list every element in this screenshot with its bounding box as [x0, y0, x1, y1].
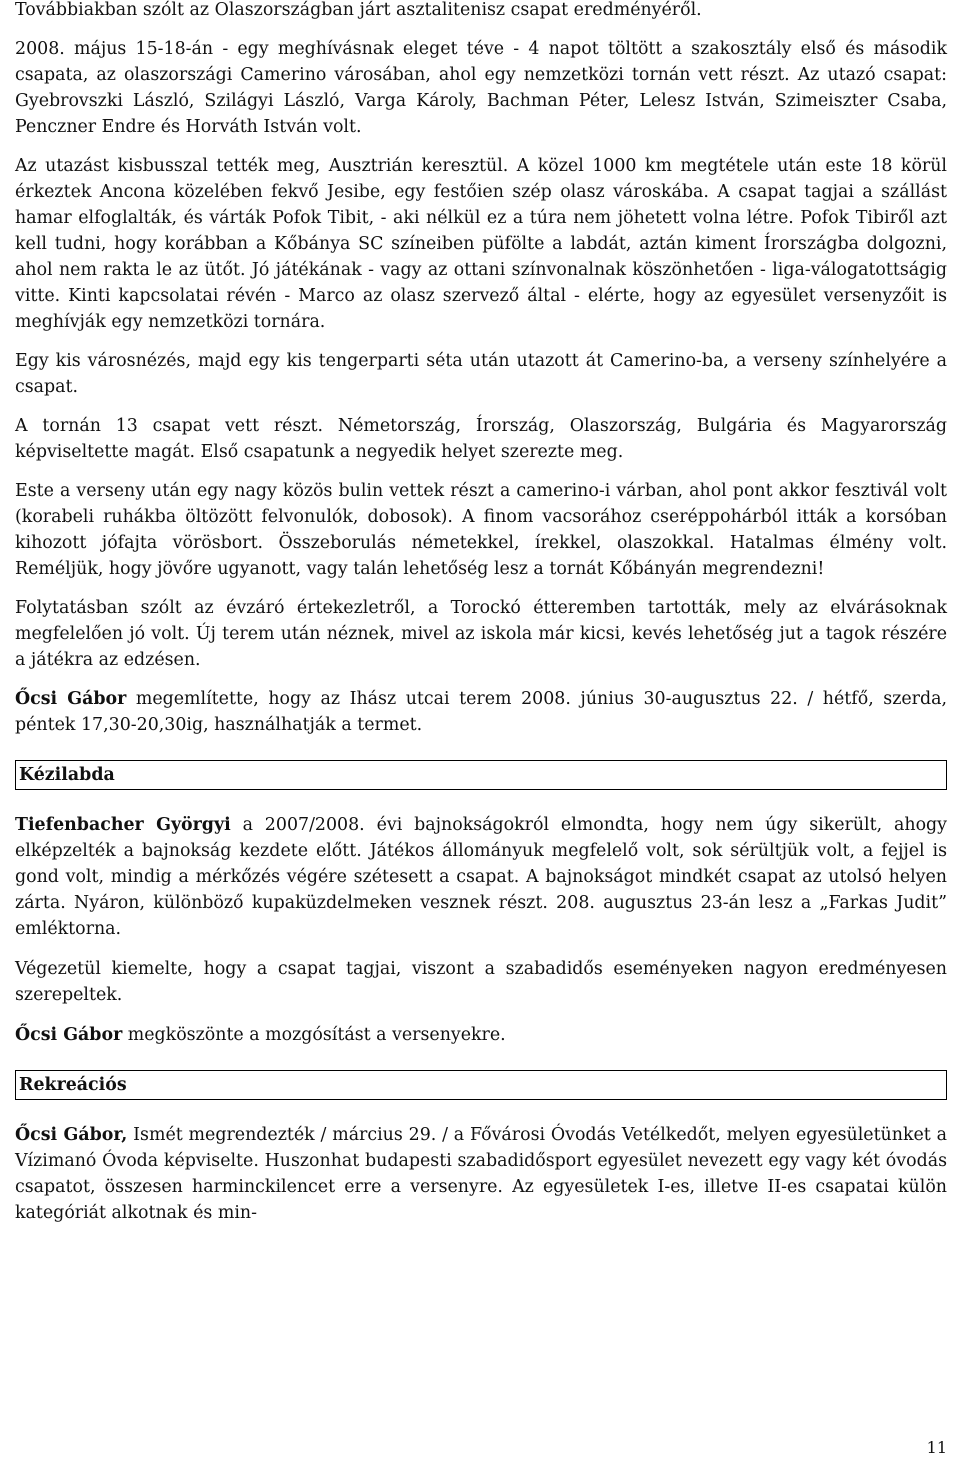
paragraph-tournament: A tornán 13 csapat vett részt. Németország, Írország, Olaszország, Bulgária és Magyarország képviseltette magát. Első csapatunk a negyedik helyet szerezte meg. — [15, 416, 947, 462]
person-name: Tiefenbacher Györgyi — [15, 815, 231, 835]
paragraph-year-end-meeting: Folytatásban szólt az évzáró értekezletről, a Torockó étteremben tartották, mely az elvárásoknak megfelelően jó volt. Új terem után néznek, mivel az iskola már kicsi, kevés lehetőség jut a tagok részére a játékra az edzésen. — [15, 598, 947, 670]
document-page — [15, 0, 947, 1226]
paragraph-thanks — [15, 1022, 947, 1048]
paragraph-kindergarten-competition — [15, 1122, 947, 1226]
paragraph-text: megemlítette, hogy az Ihász utcai terem 2008. június 30-augusztus 22. / hétfő, szerda, péntek 17,30-20,30ig, használhatják a termet. — [15, 689, 948, 735]
section-header-handball: Kézilabda — [15, 760, 947, 790]
paragraph-trip-overview: 2008. május 15-18-án - egy meghívásnak eleget téve - 4 napot töltött a szakosztály első és második csapata, az olaszországi Camerino városában, ahol egy nemzetközi tornán vett részt. Az utazó csapat: Gyebrovszki László, Szilágyi László, Varga Károly, Bachman Péter, Lelesz István, Szimeiszter Csaba, Penczner Endre és Horváth István volt. — [15, 39, 947, 137]
paragraph-hall-usage — [15, 686, 947, 738]
paragraph-sightseeing: Egy kis városnézés, majd egy kis tengerparti séta után utazott át Camerino-ba, a verseny színhelyére a csapat. — [15, 351, 947, 397]
paragraph-handball-season — [15, 812, 947, 942]
paragraph-handball-results: Végezetül kiemelte, hogy a csapat tagjai, viszont a szabadidős eseményeken nagyon eredményesen szerepeltek. — [15, 959, 947, 1005]
paragraph-travel: Az utazást kisbusszal tették meg, Ausztrián keresztül. A közel 1000 km megtétele után este 18 körül érkeztek Ancona közelében fekvő Jesibe, egy festőien szép olasz városkába. A csapat tagjai a szállást hamar elfoglalták, és várták Pofok Tibit, - aki nélkül ez a túra nem jöhetett volna létre. Pofok Tibiről azt kell tudni, hogy korábban a Kőbánya SC színeiben püfölte a labdát, aztán kiment Írországba dolgozni, ahol nem rakta le az ütőt. Jó játékának - vagy az ottani színvonalnak köszönhetően - liga-válogatottságig vitte. Kinti kapcsolatai révén - Marco az olasz szervező által - elérte, hogy az egyesület versenyzőit is meghívják egy nemzetközi tornára. — [15, 156, 947, 332]
paragraph-text: Ismét megrendezték / március 29. / a Fővárosi Óvodás Vetélkedőt, melyen egyesületünket a Vízimanó Óvoda képviselte. Huszonhat budapesti szabadidősport egyesület nevezett egy vagy két óvodás csapatot, összesen harminckilencet erre a versenyre. Az egyesületek I-es, illetve II-es csapatai külön kategóriát alkotnak és min- — [15, 1125, 947, 1223]
person-name: Őcsi Gábor — [15, 1025, 123, 1045]
person-name: Őcsi Gábor — [15, 689, 127, 709]
paragraph-text: megköszönte a mozgósítást a versenyekre. — [122, 1025, 506, 1045]
paragraph-intro: Továbbiakban szólt az Olaszországban járt asztalitenisz csapat eredményéről. — [15, 0, 702, 20]
person-name: Őcsi Gábor, — [15, 1125, 128, 1145]
paragraph-party: Este a verseny után egy nagy közös bulin vettek részt a camerino-i várban, ahol pont akkor fesztivál volt (korabeli ruhákba öltözött felvonulók, dobosok). A finom vacsorához cseréppohárból itták a korsóban kihozott jófajta vörösbort. Összeborulás németekkel, írekkel, olaszokkal. Hatalmas élmény volt. Reméljük, hogy jövőre ugyanott, vagy talán lehetőség lesz a tornát Kőbányán megrendezni! — [15, 481, 947, 579]
page-number: 11 — [926, 1438, 947, 1457]
paragraph-text: a 2007/2008. évi bajnokságokról elmondta, hogy nem úgy sikerült, ahogy elképzelték a bajnokság kezdete előtt. Játékos állományuk megfelelő volt, sok sérültjük volt, a fejjel is gond volt, mindig a mérkőzés végére szétesett a csapat. A bajnokságot mindkét csapat az utolsó helyen zárta. Nyáron, különböző kupaküzdelmeken vesznek részt. 208. augusztus 23-án lesz a „Farkas Judit” emléktorna. — [15, 815, 947, 939]
section-header-recreation: Rekreációs — [15, 1070, 947, 1100]
